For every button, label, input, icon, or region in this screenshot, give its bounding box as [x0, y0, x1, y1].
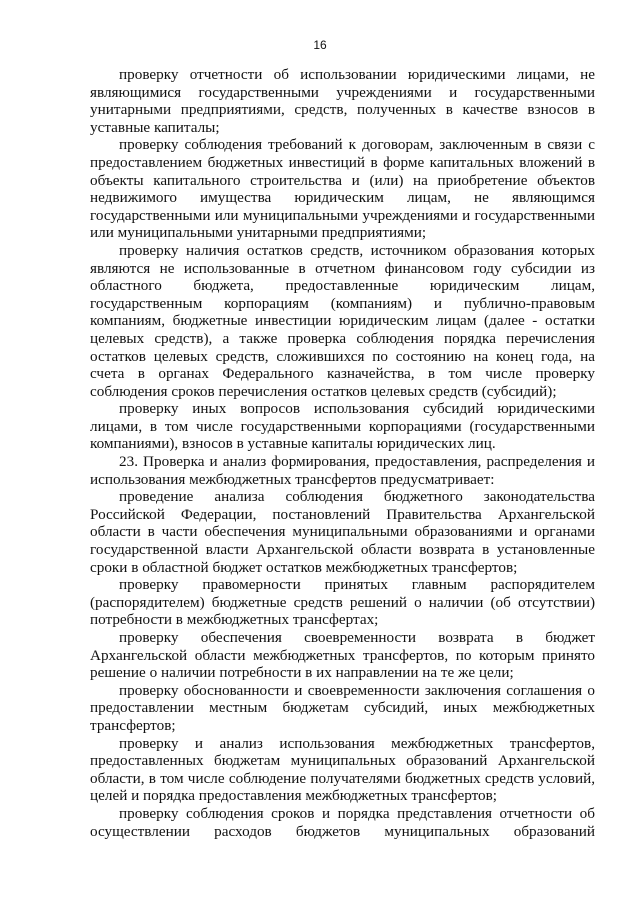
- paragraph-7: проверку правомерности принятых главным распорядителем (распорядителем) бюджетные средств решений о наличии (об отсутствии) потребности в межбюджетных трансфертах;: [90, 576, 595, 629]
- paragraph-8: проверку обеспечения своевременности возврата в бюджет Архангельской области межбюджетных трансфертов, по которым принято решение о наличии потребности в их направлении на те же цели;: [90, 629, 595, 682]
- paragraph-3: проверку наличия остатков средств, источником образования которых являются не использованные в отчетном финансовом году субсидии из областного бюджета, предоставленные юридическим лицам, государственным корпорациям (компаниям) и публично-правовым компаниям, бюджетные инвестиции юридическим лицам (далее - остатки целевых средств), а также проверка соблюдения порядка перечисления остатков целевых средств, сложившихся по состоянию на конец года, на счета в органах Федерального казначейства, в том числе проверку соблюдения сроков перечисления остатков целевых средств (субсидий);: [90, 241, 595, 400]
- paragraph-9: проверку обоснованности и своевременности заключения соглашения о предоставлении местным бюджетам субсидий, иных межбюджетных трансфертов;: [90, 681, 595, 734]
- paragraph-10: проверку и анализ использования межбюджетных трансфертов, предоставленных бюджетам муниципальных образований Архангельской области, в том числе соблюдение получателями бюджетных средств условий, целей и порядка предоставления межбюджетных трансфертов;: [90, 734, 595, 805]
- paragraph-2: проверку соблюдения требований к договорам, заключенным в связи с предоставлением бюджетных инвестиций в форме капитальных вложений в объекты капитального строительства и (или) на приобретение объектов недвижимого имущества юридическим лицам, не являющимся государственными или муниципальными учреждениями и государственными или муниципальными унитарными предприятиями;: [90, 136, 595, 242]
- document-body: [90, 66, 595, 840]
- paragraph-4: проверку иных вопросов использования субсидий юридическими лицами, в том числе государственными корпорациями (государственными компаниями), взносов в уставные капиталы юридических лиц.: [90, 400, 595, 453]
- paragraph-1: проверку отчетности об использовании юридическими лицами, не являющимися государственными учреждениями и государственными унитарными предприятиями, средств, полученных в качестве взносов в уставные капиталы;: [90, 66, 595, 136]
- page-number: 16: [313, 38, 327, 52]
- paragraph-11: проверку соблюдения сроков и порядка представления отчетности об осуществлении расходов бюджетов муниципальных образований: [90, 804, 595, 840]
- paragraph-5: 23. Проверка и анализ формирования, предоставления, распределения и использования межбюджетных трансфертов предусматривает:: [90, 453, 595, 488]
- paragraph-6: проведение анализа соблюдения бюджетного законодательства Российской Федерации, постановлений Правительства Архангельской области в части обеспечения муниципальными образованиями и органами государственной власти Архангельской области возврата в установленные сроки в областной бюджет остатков межбюджетных трансфертов;: [90, 488, 595, 576]
